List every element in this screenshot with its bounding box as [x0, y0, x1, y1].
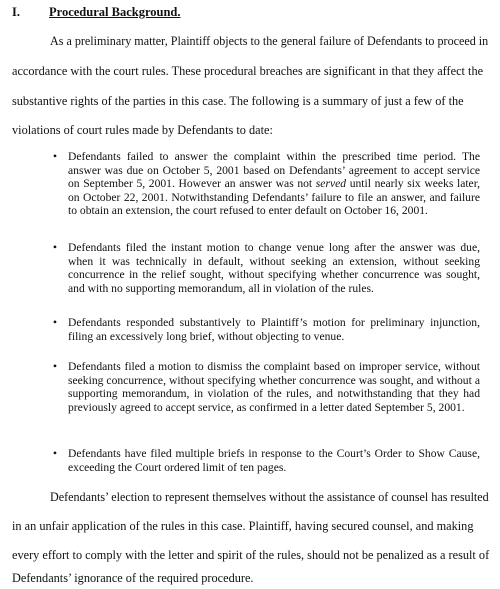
bullet-icon: • [52, 315, 58, 329]
list-item [52, 149, 480, 218]
section-heading [12, 5, 181, 20]
list-item-text: Defendants have filed multiple briefs in response to the Court’s Order to Show Cause, exceeding the Court ordered limit of ten pages. [68, 447, 480, 474]
bullet-icon: • [52, 446, 58, 460]
list-item-text-end: until nearly six weeks later, on October 22, 2001. Notwithstanding Defendants’ failure to file an answer, and failure to obtain an extension, the court refused to enter default on October 16, 2001. [68, 177, 480, 218]
list-item [52, 315, 480, 343]
closing-line-1: Defendants’ election to represent themselves without the assistance of counsel has resulted [50, 490, 489, 504]
intro-line-3: substantive rights of the parties in this case. The following is a summary of just a few of the [12, 94, 464, 108]
list-item [52, 359, 480, 414]
closing-line-3: every effort to comply with the letter and spirit of the rules, should not be penalized as a result of [12, 548, 490, 562]
list-item-text: Defendants filed a motion to dismiss the complaint based on improper service, without seeking concurrence, without specifying whether concurrence was sought, and without a supporting memorandum, in violation of the rules, and notwithstanding that they had previously agreed to accept service, as confirmed in a letter dated September 5, 2001. [68, 360, 480, 414]
closing-line-2: in an unfair application of the rules in this case. Plaintiff, having secured counsel, and making [12, 519, 474, 533]
list-item-text: Defendants responded substantively to Plaintiff’s motion for preliminary injunction, filing an excessively long brief, without objecting to venue. [68, 316, 480, 343]
section-number: I. [12, 5, 20, 19]
intro-line-2: accordance with the court rules. These procedural breaches are significant in that they affect the [12, 64, 484, 78]
bullet-icon: • [52, 359, 58, 373]
list-item [52, 240, 480, 295]
intro-line-1: As a preliminary matter, Plaintiff objects to the general failure of Defendants to proceed in [50, 34, 489, 48]
intro-line-4: violations of court rules made by Defendants to date: [12, 123, 273, 137]
bullet-icon: • [52, 240, 58, 254]
list-item-text-start: Defendants failed to answer the complaint within the prescribed time period. The answer was due on October 5, 2001 based on Defendants’ agreement to accept service on September 5, 2001. However an answer was not [68, 150, 480, 191]
list-item [52, 446, 480, 474]
bullet-icon: • [52, 149, 58, 163]
list-item-text: Defendants filed the instant motion to change venue long after the answer was due, when it was technically in default, without seeking an extension, without seeking concurrence in the relief sought, without specifying whether concurrence was sought, and with no supporting memorandum, all in violation of the rules. [68, 241, 480, 295]
emphasis-text: served [315, 177, 347, 191]
closing-line-4: Defendants’ ignorance of the required procedure. [12, 571, 254, 585]
section-title: Procedural Background. [49, 5, 181, 19]
